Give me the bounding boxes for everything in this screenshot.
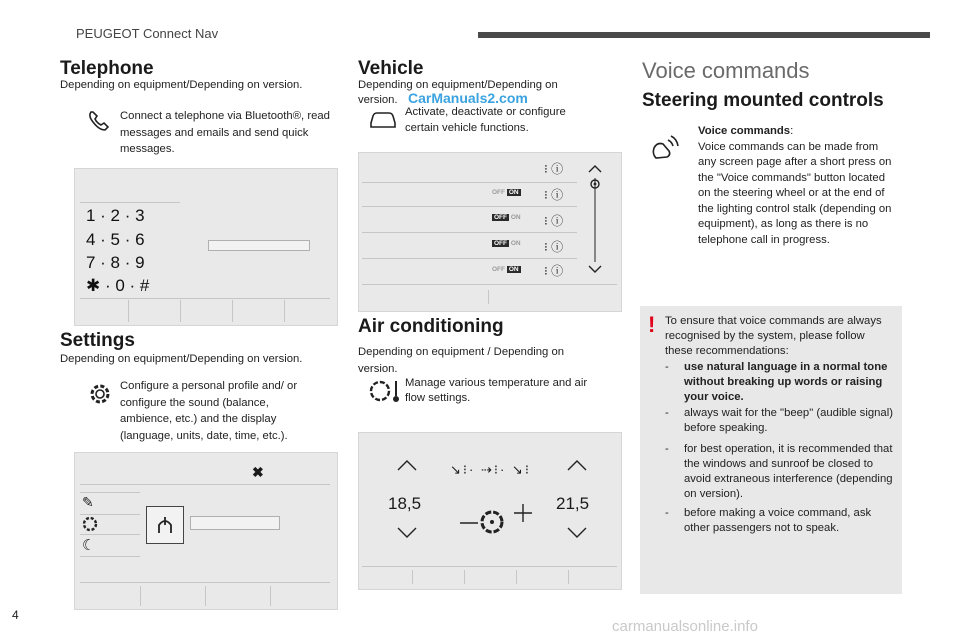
fan-decrease-icon[interactable] <box>460 512 478 530</box>
vehicle-scrollbar[interactable] <box>586 164 604 279</box>
page-number: 4 <box>12 608 19 622</box>
temp-right-value: 21,5 <box>556 494 590 513</box>
keypad-row-4[interactable]: ✱ · 0 · # <box>86 276 150 295</box>
toggle-1[interactable]: OFF ON <box>494 214 521 221</box>
temp-right-down-icon[interactable] <box>566 526 588 545</box>
air-conditioning-title: Air conditioning <box>358 316 504 337</box>
settings-title: Settings <box>60 330 135 351</box>
fan-increase-icon[interactable] <box>514 504 532 527</box>
vehicle-title: Vehicle <box>358 58 424 79</box>
toggle-0[interactable]: OFF ON <box>492 189 519 196</box>
recommendation-1: use natural language in a normal tone without breaking up words or raising your voice. <box>684 361 888 403</box>
telephone-description: Connect a telephone via Bluetooth®, read messages and emails and send quick messages. <box>120 110 330 155</box>
toggle-2[interactable]: OFF ON <box>494 240 521 247</box>
running-header: PEUGEOT Connect Nav <box>76 26 219 41</box>
warning-exclamation-icon: ! <box>648 312 656 337</box>
toggle-3[interactable]: OFF ON <box>492 266 519 273</box>
vehicle-availability: Depending on equipment/Depending on version. <box>358 79 558 106</box>
temp-right-up-icon[interactable] <box>566 458 588 477</box>
info-icon-row-2[interactable]: ⁝ ⓘ <box>544 214 564 228</box>
watermark-bottom: carmanualsonline.info <box>612 618 758 635</box>
header-rule <box>478 32 930 38</box>
car-icon <box>368 108 398 135</box>
profile-button[interactable] <box>146 506 184 544</box>
voice-commands-body: Voice commands can be made from any screen page after a short press on the "Voice commands" button located on the steering wheel or at the end of the lighting control stalk (depending on equipment), as long as there is no telephone call in progress. <box>698 140 892 246</box>
brush-icon[interactable]: ✎ <box>82 494 94 510</box>
vehicle-description: Activate, deactivate or configure certain vehicle functions. <box>405 106 566 134</box>
watermark-top: CarManuals2.com <box>408 90 528 106</box>
recommendation-4: before making a voice command, ask other passengers not to speak. <box>684 507 872 534</box>
temp-left-up-icon[interactable] <box>396 458 418 477</box>
gear-icon <box>86 380 114 413</box>
keypad-row-1[interactable]: 1 · 2 · 3 <box>86 206 145 225</box>
telephone-handset-icon <box>86 108 112 139</box>
voice-command-icon <box>648 130 682 169</box>
air-conditioning-availability: Depending on equipment / Depending on version. <box>358 346 565 375</box>
phone-number-field[interactable] <box>208 240 310 251</box>
telephone-title: Telephone <box>60 58 154 79</box>
settings-availability: Depending on equipment/Depending on version. <box>60 353 303 365</box>
recommendation-3: for best operation, it is recommended that the windows and sunroof be closed to avoid extraneous interference (depending on version). <box>684 443 893 500</box>
info-icon-row-4[interactable]: ⁝ ⓘ <box>544 264 564 278</box>
close-icon[interactable]: ✖ <box>252 464 264 480</box>
fan-icon <box>478 508 506 541</box>
settings-description: Configure a personal profile and/ or configure the sound (balance, ambience, etc.) and the display (language, units, date, time, etc.). <box>120 380 298 442</box>
recommendations-intro: To ensure that voice commands are always recognised by the system, please follow these recommendations: <box>665 315 882 357</box>
info-icon-row-0[interactable]: ⁝ ⓘ <box>544 162 564 176</box>
settings-field[interactable] <box>190 516 280 530</box>
info-icon-row-3[interactable]: ⁝ ⓘ <box>544 240 564 254</box>
telephone-availability: Depending on equipment/Depending on version. <box>60 79 303 91</box>
moon-icon[interactable]: ☾ <box>82 537 96 554</box>
voice-commands-title: Voice commands <box>642 58 810 83</box>
keypad-row-3[interactable]: 7 · 8 · 9 <box>86 253 145 272</box>
recommendation-2: always wait for the "beep" (audible signal) before speaking. <box>684 407 893 434</box>
air-conditioning-description: Manage various temperature and air flow settings. <box>405 377 588 404</box>
voice-commands-label: Voice commands <box>698 125 791 137</box>
voice-commands-text: Voice commands: Voice commands can be made from any screen page after a short press on the "Voice commands" button located on the steering wheel or at the end of the lighting control stalk (depending on equipment), as long as there is no telephone call in progress. <box>698 125 892 246</box>
airflow-distribution-icons[interactable]: ↘⁝· ⇢⁝· ↘⁝ <box>450 462 531 477</box>
keypad-row-2[interactable]: 4 · 5 · 6 <box>86 230 145 249</box>
fan-temperature-icon <box>368 378 404 409</box>
settings-screen <box>74 452 338 610</box>
temp-left-down-icon[interactable] <box>396 526 418 545</box>
steering-controls-title: Steering mounted controls <box>642 90 884 111</box>
info-icon-row-1[interactable]: ⁝ ⓘ <box>544 188 564 202</box>
temp-left-value: 18,5 <box>388 494 422 513</box>
